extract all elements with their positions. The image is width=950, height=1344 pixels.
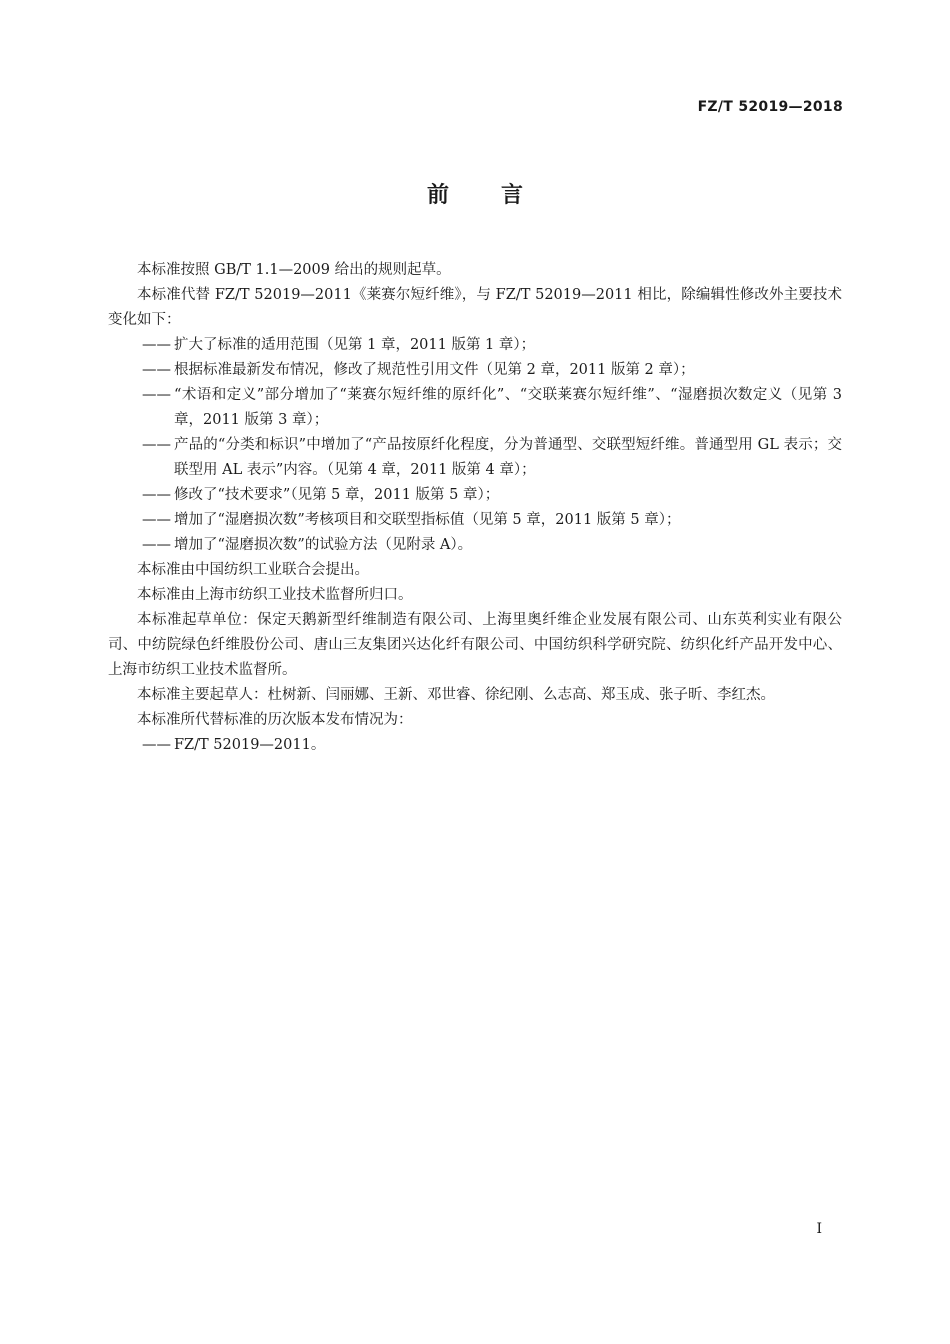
standard-number: FZ/T 52019—2018 <box>697 99 843 115</box>
list-item-text: FZ/T 52019—2011。 <box>174 737 326 753</box>
list-item-text: 增加了“湿磨损次数”的试验方法（见附录 A）。 <box>174 537 473 553</box>
paragraph-drafting-units: 本标准起草单位：保定天鹅新型纤维制造有限公司、上海里奥纤维企业发展有限公司、山东英利实业有限公司、中纺院绿色纤维股份公司、唐山三友集团兴达化纤有限公司、中国纺织科学研究院、纺织化纤产品开发中心、上海市纺织工业技术监督所。 <box>108 612 842 678</box>
dash-marker: —— <box>142 487 171 503</box>
paragraph-replacement: 本标准代替 FZ/T 52019—2011《莱赛尔短纤维》，与 FZ/T 52019—2011 相比，除编辑性修改外主要技术变化如下： <box>108 287 842 328</box>
paragraph-version-history: 本标准所代替标准的历次版本发布情况为： <box>137 712 413 728</box>
dash-marker: —— <box>142 387 171 403</box>
list-item-text: 增加了“湿磨损次数”考核项目和交联型指标值（见第 5 章，2011 版第 5 章）； <box>174 512 681 528</box>
list-item <box>108 483 842 508</box>
list-item <box>108 383 842 433</box>
changes-list <box>108 333 842 558</box>
foreword-body <box>108 258 842 758</box>
dash-marker: —— <box>142 362 171 378</box>
dash-marker: —— <box>142 437 171 453</box>
list-item <box>108 533 842 558</box>
list-item <box>108 433 842 483</box>
list-item-text: 扩大了标准的适用范围（见第 1 章，2011 版第 1 章）； <box>174 337 536 353</box>
page-title <box>0 178 950 209</box>
list-item-text: 产品的“分类和标识”中增加了“产品按原纤化程度，分为普通型、交联型短纤维。普通型用 GL 表示；交联型用 AL 表示”内容。（见第 4 章，2011 版第 4 章）； <box>174 437 842 478</box>
dash-marker: —— <box>142 737 171 753</box>
paragraph-drafters: 本标准主要起草人：杜树新、闫丽娜、王新、邓世睿、徐纪刚、么志高、郑玉成、张子昕、李红杰。 <box>137 687 775 703</box>
list-item <box>108 733 842 758</box>
list-item-text: 根据标准最新发布情况，修改了规范性引用文件（见第 2 章，2011 版第 2 章）； <box>174 362 695 378</box>
list-item <box>108 508 842 533</box>
paragraph-drafting-rules: 本标准按照 GB/T 1.1—2009 给出的规则起草。 <box>137 262 451 278</box>
list-item-text: “术语和定义”部分增加了“莱赛尔短纤维的原纤化”、“交联莱赛尔短纤维”、“湿磨损次数定义（见第 3 章，2011 版第 3 章）； <box>174 387 842 428</box>
title-char-2: 言 <box>501 183 524 208</box>
dash-marker: —— <box>142 537 171 553</box>
dash-marker: —— <box>142 512 171 528</box>
page-number: I <box>816 1221 822 1237</box>
list-item-text: 修改了“技术要求”（见第 5 章，2011 版第 5 章）； <box>174 487 500 503</box>
paragraph-proposer: 本标准由中国纺织工业联合会提出。 <box>137 562 369 578</box>
title-char-1: 前 <box>426 183 449 208</box>
list-item <box>108 358 842 383</box>
history-list <box>108 733 842 758</box>
dash-marker: —— <box>142 337 171 353</box>
paragraph-administrator: 本标准由上海市纺织工业技术监督所归口。 <box>137 587 413 603</box>
list-item <box>108 333 842 358</box>
